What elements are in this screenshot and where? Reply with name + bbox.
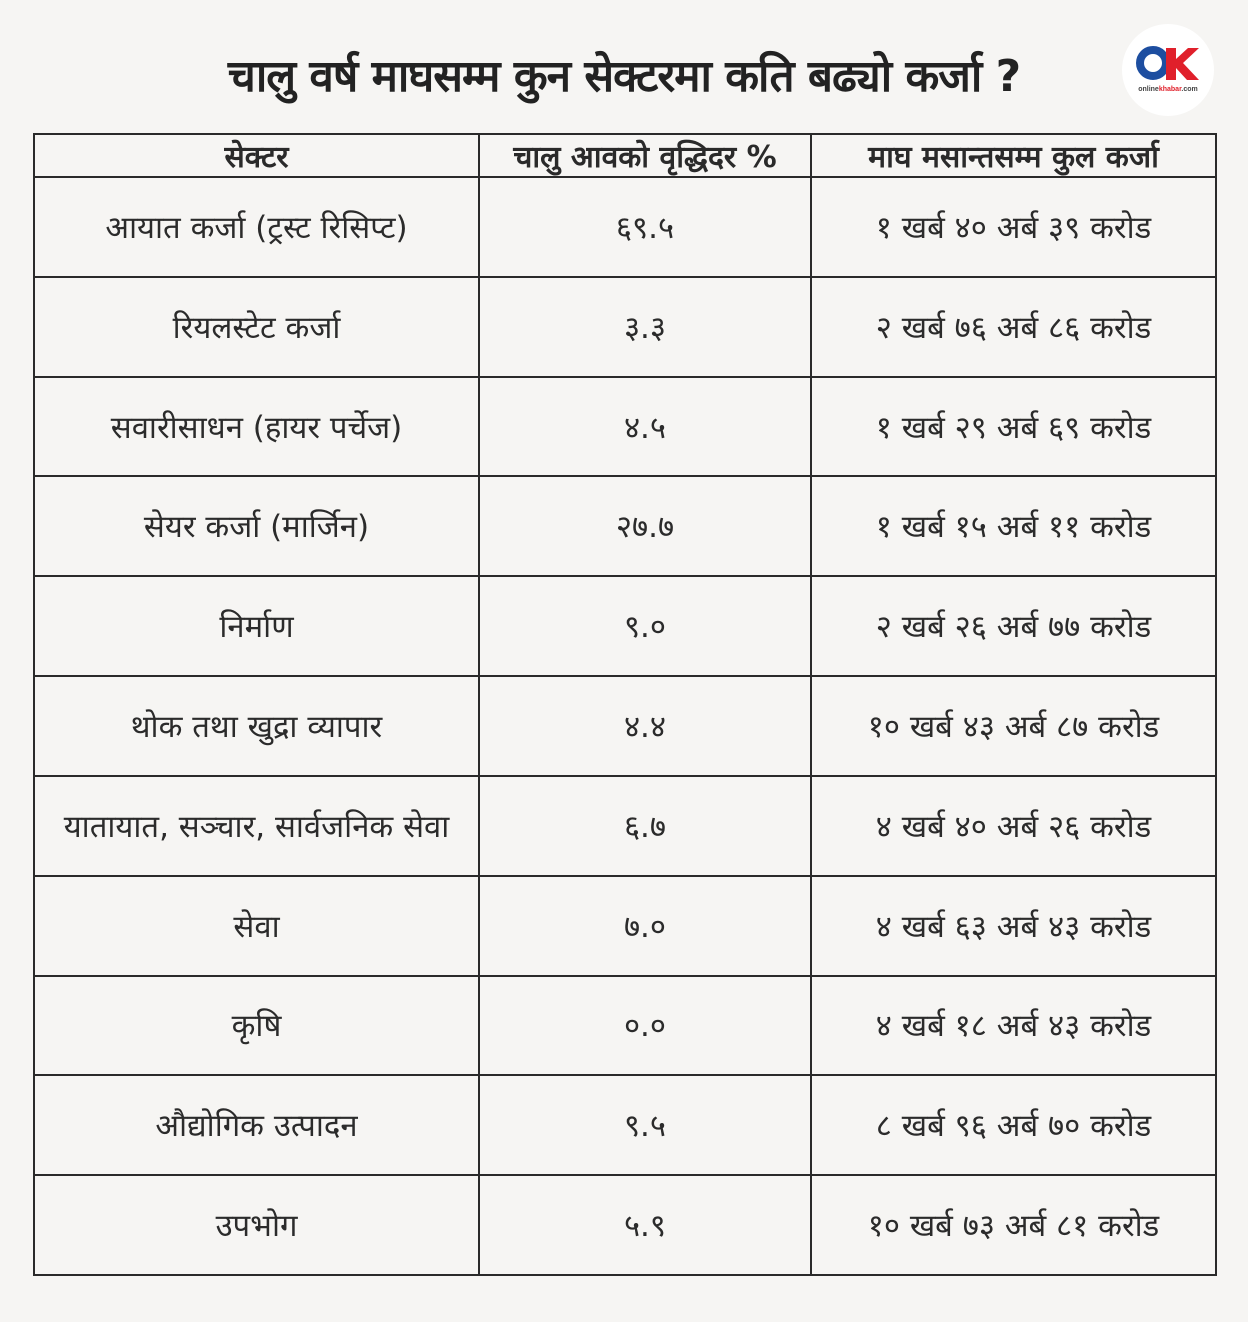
header-sector: सेक्टर bbox=[34, 134, 479, 177]
cell-sector: कृषि bbox=[34, 976, 479, 1076]
cell-growth: ५.९ bbox=[479, 1175, 811, 1275]
cell-total: ८ खर्ब ९६ अर्ब ७० करोड bbox=[811, 1075, 1216, 1175]
cell-sector: उपभोग bbox=[34, 1175, 479, 1275]
cell-total: २ खर्ब ७६ अर्ब ८६ करोड bbox=[811, 277, 1216, 377]
cell-sector: सवारीसाधन (हायर पर्चेज) bbox=[34, 377, 479, 477]
loan-sector-table bbox=[33, 133, 1217, 1276]
cell-growth: ०.० bbox=[479, 976, 811, 1076]
cell-sector: सेवा bbox=[34, 876, 479, 976]
table-row bbox=[34, 776, 1216, 876]
cell-total: १० खर्ब ४३ अर्ब ८७ करोड bbox=[811, 676, 1216, 776]
cell-growth: ६.७ bbox=[479, 776, 811, 876]
logo-word-com: .com bbox=[1181, 86, 1198, 93]
cell-growth: ७.० bbox=[479, 876, 811, 976]
table-row bbox=[34, 876, 1216, 976]
cell-sector: औद्योगिक उत्पादन bbox=[34, 1075, 479, 1175]
cell-growth: ४.५ bbox=[479, 377, 811, 477]
cell-growth: २७.७ bbox=[479, 476, 811, 576]
cell-total: १० खर्ब ७३ अर्ब ८१ करोड bbox=[811, 1175, 1216, 1275]
cell-sector: रियलस्टेट कर्जा bbox=[34, 277, 479, 377]
cell-sector: निर्माण bbox=[34, 576, 479, 676]
table-row bbox=[34, 1175, 1216, 1275]
page-title: चालु वर्ष माघसम्म कुन सेक्टरमा कति बढ्यो कर्जा ? bbox=[227, 51, 1021, 102]
cell-growth: ९.० bbox=[479, 576, 811, 676]
header-growth-rate: चालु आवको वृद्धिदर % bbox=[479, 134, 811, 177]
table-row bbox=[34, 1075, 1216, 1175]
cell-growth: ३.३ bbox=[479, 277, 811, 377]
cell-total: ४ खर्ब ४० अर्ब २६ करोड bbox=[811, 776, 1216, 876]
cell-sector: थोक तथा खुद्रा व्यापार bbox=[34, 676, 479, 776]
table-row bbox=[34, 377, 1216, 477]
header-total-loan: माघ मसान्तसम्म कुल कर्जा bbox=[811, 134, 1216, 177]
cell-total: १ खर्ब ४० अर्ब ३९ करोड bbox=[811, 177, 1216, 277]
cell-sector: सेयर कर्जा (मार्जिन) bbox=[34, 476, 479, 576]
ok-logo-icon bbox=[1136, 44, 1200, 84]
cell-growth: ४.४ bbox=[479, 676, 811, 776]
cell-total: ४ खर्ब ६३ अर्ब ४३ करोड bbox=[811, 876, 1216, 976]
table-row bbox=[34, 676, 1216, 776]
cell-total: २ खर्ब २६ अर्ब ७७ करोड bbox=[811, 576, 1216, 676]
onlinekhabar-logo[interactable] bbox=[1122, 24, 1214, 116]
logo-wordmark bbox=[1122, 86, 1214, 93]
table-row bbox=[34, 476, 1216, 576]
table-row bbox=[34, 576, 1216, 676]
cell-total: १ खर्ब २९ अर्ब ६९ करोड bbox=[811, 377, 1216, 477]
cell-sector: यातायात, सञ्चार, सार्वजनिक सेवा bbox=[34, 776, 479, 876]
table-header-row bbox=[34, 134, 1216, 177]
cell-sector: आयात कर्जा (ट्रस्ट रिसिप्ट) bbox=[34, 177, 479, 277]
cell-total: ४ खर्ब १८ अर्ब ४३ करोड bbox=[811, 976, 1216, 1076]
cell-growth: ६९.५ bbox=[479, 177, 811, 277]
cell-total: १ खर्ब १५ अर्ब ११ करोड bbox=[811, 476, 1216, 576]
cell-growth: ९.५ bbox=[479, 1075, 811, 1175]
table-row bbox=[34, 976, 1216, 1076]
table-row bbox=[34, 177, 1216, 277]
table-row bbox=[34, 277, 1216, 377]
logo-word-khabar: khabar bbox=[1158, 86, 1182, 93]
logo-word-online: online bbox=[1138, 86, 1159, 93]
